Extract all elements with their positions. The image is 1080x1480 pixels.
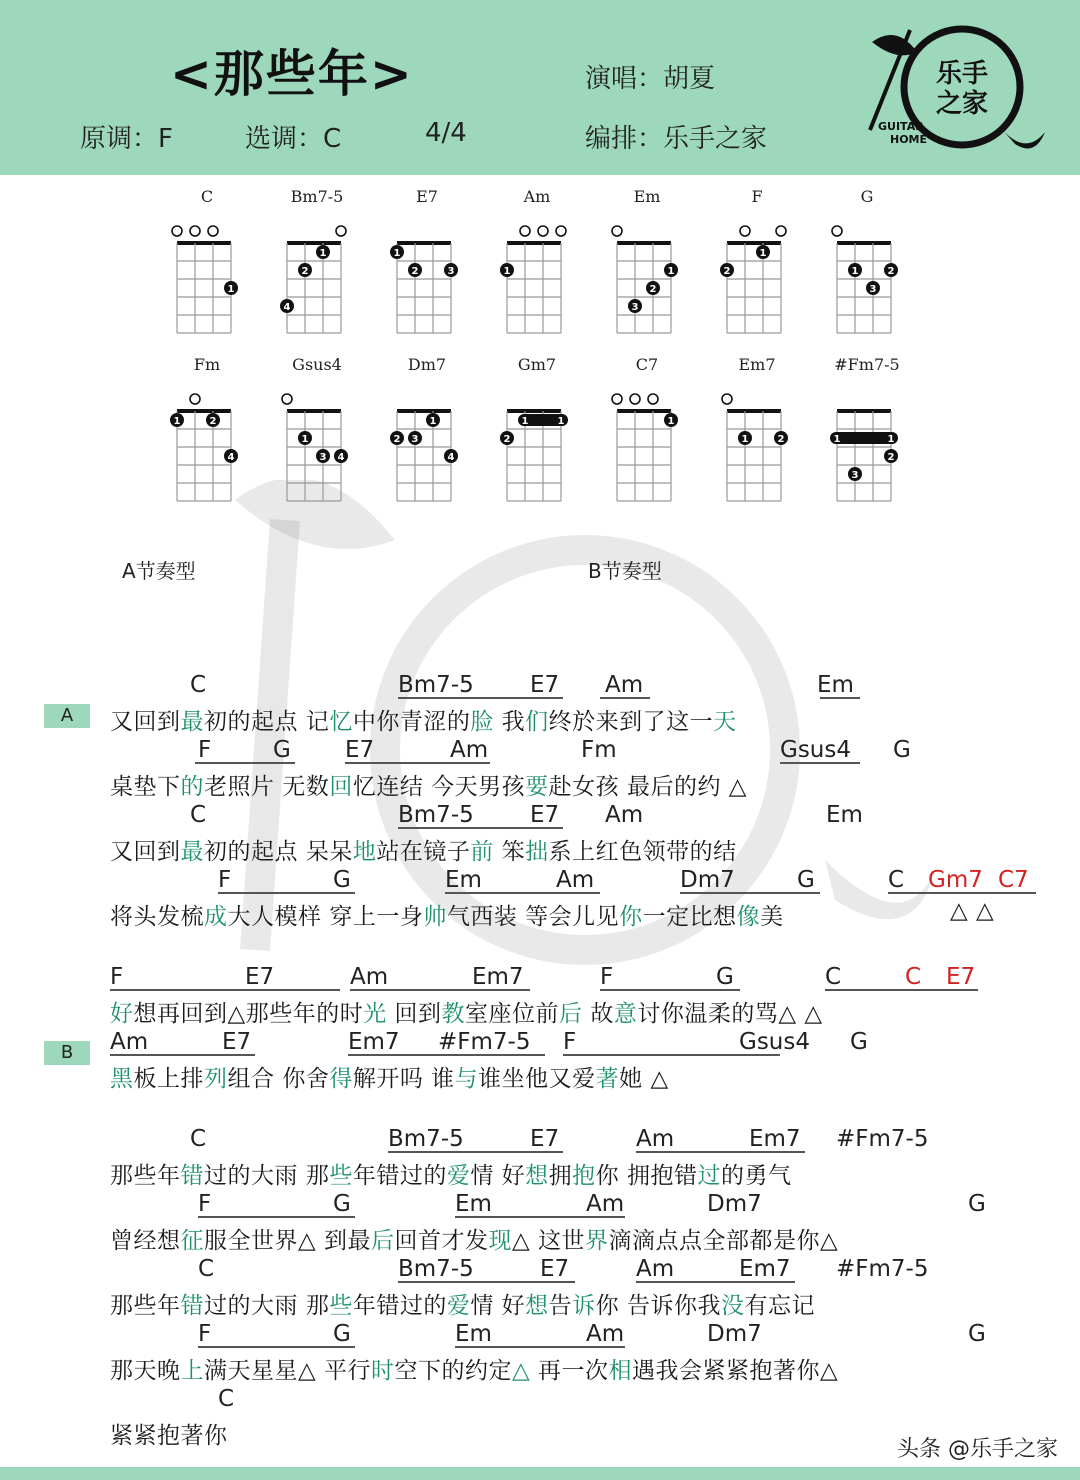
- chord-symbol: F: [198, 1321, 212, 1347]
- svg-text:HOME: HOME: [890, 133, 928, 146]
- chord-symbol: Am: [636, 1126, 675, 1152]
- svg-text:4: 4: [447, 452, 455, 463]
- lyric-line: 桌垫下的老照片 无数回忆连结 今天男孩要赴女孩 最后的约 △: [110, 774, 747, 800]
- chord-span-underline: [198, 1346, 355, 1348]
- svg-text:2: 2: [393, 434, 401, 445]
- chord-symbol: Gm7: [928, 867, 983, 893]
- chord-symbol: Bm7-5: [398, 1256, 474, 1282]
- chord-symbol: E7: [540, 1256, 570, 1282]
- chord-symbol: C: [190, 802, 207, 828]
- chord-symbol: Bm7-5: [398, 802, 474, 828]
- svg-text:2: 2: [301, 266, 309, 277]
- chord-symbol: E7: [530, 672, 560, 698]
- chord-name: Dm7: [407, 355, 447, 374]
- chord-name: Am: [523, 187, 551, 206]
- svg-text:1: 1: [887, 434, 895, 445]
- chord-symbol: G: [850, 1029, 868, 1055]
- chord-symbol: E7: [530, 1126, 560, 1152]
- chord-symbol: Am: [636, 1256, 675, 1282]
- chord-symbol: F: [600, 964, 614, 990]
- svg-text:1: 1: [851, 266, 859, 277]
- chord-symbol: Em7: [739, 1256, 791, 1282]
- chord-span-underline: [110, 989, 340, 991]
- header-banner: [0, 0, 1080, 175]
- svg-text:之家: 之家: [935, 89, 989, 119]
- chord-symbol: G: [968, 1191, 986, 1217]
- chord-symbol: Dm7: [707, 1321, 762, 1347]
- svg-text:3: 3: [411, 434, 419, 445]
- svg-text:1: 1: [557, 416, 565, 427]
- chord-symbol: C: [825, 964, 842, 990]
- lyric-line: 那天晚上满天星星△ 平行时空下的约定△ 再一次相遇我会紧紧抱著你△: [110, 1358, 839, 1384]
- chord-symbol: C: [888, 867, 905, 893]
- svg-text:1: 1: [833, 434, 841, 445]
- svg-text:2: 2: [723, 266, 731, 277]
- chord-symbol: Em: [445, 867, 482, 893]
- chord-diagram-e7: [387, 187, 467, 337]
- chord-symbol: C: [905, 964, 922, 990]
- chord-symbol: C7: [998, 867, 1029, 893]
- chord-symbol: G: [797, 867, 815, 893]
- svg-text:1: 1: [667, 266, 675, 277]
- chord-symbol: Em7: [472, 964, 524, 990]
- chord-symbol: Gsus4: [780, 737, 851, 763]
- chord-diagram-f: [717, 187, 797, 337]
- chord-symbol: Am: [450, 737, 489, 763]
- svg-text:2: 2: [503, 434, 511, 445]
- chord-symbol: F: [198, 1191, 212, 1217]
- svg-text:1: 1: [301, 434, 309, 445]
- svg-text:3: 3: [631, 302, 639, 313]
- chord-diagram-bm7-5: [277, 187, 357, 337]
- lyric-line: 曾经想征服全世界△ 到最后回首才发现△ 这世界滴滴点点全部都是你△: [110, 1228, 839, 1254]
- lyric-line: 黑板上排列组合 你舍得解开吗 谁与谁坐他又爱著她 △: [110, 1066, 669, 1092]
- svg-text:2: 2: [887, 452, 895, 463]
- chord-symbol: G: [968, 1321, 986, 1347]
- svg-text:1: 1: [503, 266, 511, 277]
- chord-diagram-gsus4: [277, 355, 357, 505]
- guitar-home-logo: [850, 12, 1050, 172]
- svg-text:4: 4: [283, 302, 291, 313]
- chord-name: #Fm7-5: [834, 355, 900, 374]
- chord-diagram-em7: [717, 355, 797, 505]
- chord-symbol: F: [563, 1029, 577, 1055]
- section-a-label: A: [44, 704, 90, 728]
- svg-text:3: 3: [447, 266, 455, 277]
- chord-diagram--fm7-5: [827, 355, 907, 505]
- chord-symbol: C: [218, 1386, 235, 1412]
- chord-symbol: Bm7-5: [398, 672, 474, 698]
- time-signature: 4/4: [425, 118, 467, 148]
- svg-text:1: 1: [227, 284, 235, 295]
- chord-symbol: Fm: [581, 737, 617, 763]
- chord-symbol: Bm7-5: [388, 1126, 464, 1152]
- chord-name: Em7: [738, 355, 776, 374]
- lyric-line: 好想再回到△那些年的时光 回到教室座位前后 故意讨你温柔的骂△ △: [110, 1001, 823, 1027]
- svg-text:2: 2: [209, 416, 217, 427]
- svg-text:1: 1: [741, 434, 749, 445]
- lyric-line: 又回到最初的起点 呆呆地站在镜子前 笨拙系上红色领带的结: [110, 839, 737, 865]
- chord-symbol: E7: [946, 964, 976, 990]
- chord-symbol: Dm7: [680, 867, 735, 893]
- svg-text:3: 3: [851, 470, 859, 481]
- rest-triangles: △ △: [950, 898, 995, 924]
- chord-name: C: [200, 187, 214, 206]
- svg-text:1: 1: [319, 248, 327, 259]
- chord-symbol: C: [190, 672, 207, 698]
- footer-bar: [0, 1467, 1080, 1480]
- chord-symbol: Am: [586, 1321, 625, 1347]
- chord-symbol: G: [333, 1321, 351, 1347]
- svg-text:乐手: 乐手: [935, 59, 989, 89]
- chord-symbol: Am: [605, 802, 644, 828]
- chord-symbol: F: [110, 964, 124, 990]
- svg-text:2: 2: [777, 434, 785, 445]
- arranger-label: 编排：乐手之家: [585, 124, 768, 154]
- song-title: <那些年>: [170, 45, 414, 103]
- chord-symbol: E7: [530, 802, 560, 828]
- chord-diagram-c7: [607, 355, 687, 505]
- svg-text:1: 1: [173, 416, 181, 427]
- chord-symbol: E7: [345, 737, 375, 763]
- chord-symbol: E7: [245, 964, 275, 990]
- svg-text:1: 1: [393, 248, 401, 259]
- rhythm-b-label: B节奏型: [588, 559, 662, 583]
- chord-symbol: Am: [556, 867, 595, 893]
- chord-symbol: Em: [455, 1321, 492, 1347]
- chord-name: C7: [635, 355, 659, 374]
- svg-text:1: 1: [429, 416, 437, 427]
- chord-symbol: Em7: [749, 1126, 801, 1152]
- chord-name: F: [751, 187, 763, 206]
- svg-text:4: 4: [227, 452, 235, 463]
- chosen-key: 选调：C: [245, 124, 342, 154]
- chord-symbol: G: [716, 964, 734, 990]
- svg-text:2: 2: [649, 284, 657, 295]
- chord-diagram-c: [167, 187, 247, 337]
- chord-diagram-g: [827, 187, 907, 337]
- original-key: 原调：F: [80, 124, 173, 154]
- chord-symbol: G: [893, 737, 911, 763]
- chord-symbol: Dm7: [707, 1191, 762, 1217]
- lyric-line: 将头发梳成大人模样 穿上一身帅气西装 等会儿见你一定比想像美: [110, 904, 784, 930]
- chord-symbol: #Fm7-5: [836, 1256, 929, 1282]
- chord-diagram-gm7: [497, 355, 577, 505]
- lyric-line: 那些年错过的大雨 那些年错过的爱情 好想拥抱你 拥抱错过的勇气: [110, 1163, 792, 1189]
- chord-symbol: E7: [222, 1029, 252, 1055]
- chord-name: Gm7: [517, 355, 557, 374]
- chord-symbol: C: [190, 1126, 207, 1152]
- chord-symbol: #Fm7-5: [438, 1029, 531, 1055]
- chord-symbol: Em7: [348, 1029, 400, 1055]
- svg-text:4: 4: [337, 452, 345, 463]
- svg-text:GUITAR: GUITAR: [878, 120, 924, 133]
- chord-symbol: Em: [817, 672, 854, 698]
- rhythm-a-label: A节奏型: [122, 559, 196, 583]
- footer-credit: 头条 @乐手之家: [897, 1437, 1058, 1462]
- svg-text:2: 2: [411, 266, 419, 277]
- chord-symbol: Em: [826, 802, 863, 828]
- chord-symbol: Am: [350, 964, 389, 990]
- chord-diagram-fm: [167, 355, 247, 505]
- chord-symbol: Em: [455, 1191, 492, 1217]
- chord-symbol: #Fm7-5: [836, 1126, 929, 1152]
- chord-symbol: G: [273, 737, 291, 763]
- chord-name: G: [860, 187, 874, 206]
- svg-text:3: 3: [869, 284, 877, 295]
- chord-name: Em: [633, 187, 661, 206]
- chord-symbol: G: [333, 867, 351, 893]
- chord-symbol: F: [218, 867, 232, 893]
- chord-diagram-em: [607, 187, 687, 337]
- svg-text:1: 1: [667, 416, 675, 427]
- lyric-line: 又回到最初的起点 记忆中你青涩的脸 我们终於来到了这一天: [110, 709, 737, 735]
- svg-text:1: 1: [521, 416, 529, 427]
- chord-symbol: C: [198, 1256, 215, 1282]
- chord-symbol: Gsus4: [739, 1029, 810, 1055]
- chord-symbol: F: [198, 737, 212, 763]
- singer-label: 演唱：胡夏: [585, 64, 716, 94]
- chord-diagram-dm7: [387, 355, 467, 505]
- chord-name: Bm7-5: [290, 187, 344, 206]
- svg-text:3: 3: [319, 452, 327, 463]
- chord-name: Gsus4: [292, 355, 342, 374]
- chord-symbol: Am: [605, 672, 644, 698]
- chord-name: Fm: [193, 355, 221, 374]
- lyric-line: 那些年错过的大雨 那些年错过的爱情 好想告诉你 告诉你我没有忘记: [110, 1293, 815, 1319]
- svg-text:2: 2: [887, 266, 895, 277]
- section-b-label: B: [44, 1041, 90, 1065]
- chord-symbol: G: [333, 1191, 351, 1217]
- chord-name: E7: [416, 187, 438, 206]
- svg-text:1: 1: [759, 248, 767, 259]
- chord-symbol: Am: [586, 1191, 625, 1217]
- chord-symbol: Am: [110, 1029, 149, 1055]
- lyric-line: 紧紧抱著你: [110, 1423, 228, 1449]
- chord-span-underline: [198, 1216, 355, 1218]
- chord-diagram-am: [497, 187, 577, 337]
